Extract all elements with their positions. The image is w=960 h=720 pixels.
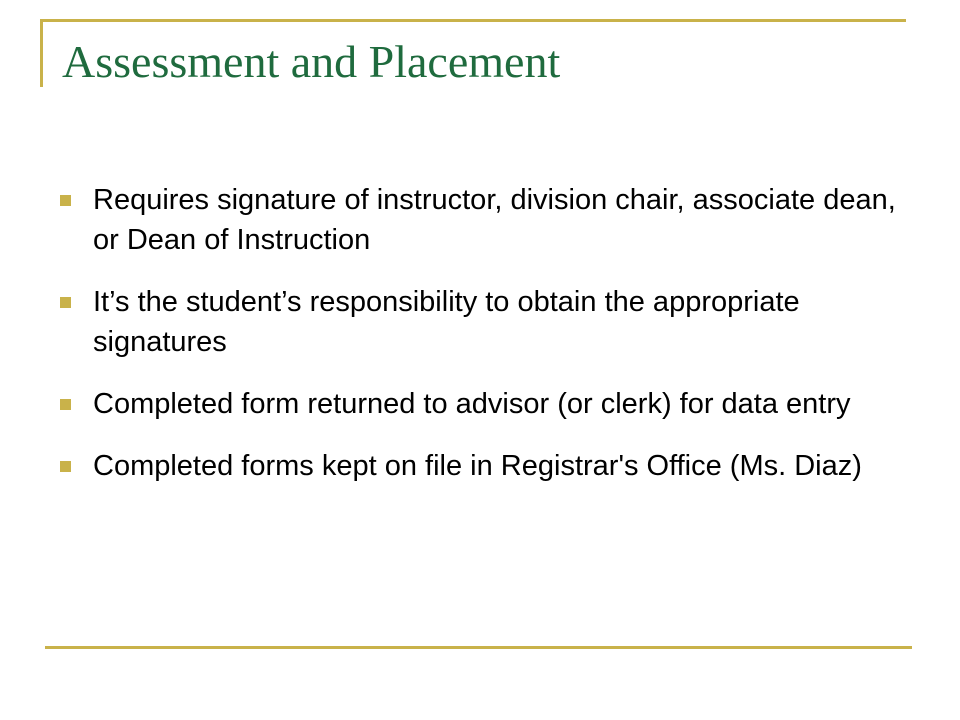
top-frame-line (40, 19, 906, 22)
bullet-text: Requires signature of instructor, division chair, associate dean, or Dean of Instruction (93, 184, 896, 256)
slide-title: Assessment and Placement (62, 36, 561, 87)
bullet-item (60, 446, 900, 486)
bullet-item (60, 180, 900, 260)
bottom-frame-line (45, 646, 912, 649)
bullet-item (60, 384, 900, 424)
bullet-text: It’s the student’s responsibility to obtain the appropriate signatures (93, 286, 800, 358)
square-bullet-icon (60, 461, 71, 472)
square-bullet-icon (60, 297, 71, 308)
square-bullet-icon (60, 195, 71, 206)
bullet-item (60, 282, 900, 362)
left-frame-line (40, 19, 43, 87)
bullet-list (60, 180, 900, 508)
square-bullet-icon (60, 399, 71, 410)
bullet-text: Completed forms kept on file in Registrar's Office (Ms. Diaz) (93, 450, 862, 482)
bullet-text: Completed form returned to advisor (or clerk) for data entry (93, 388, 851, 420)
